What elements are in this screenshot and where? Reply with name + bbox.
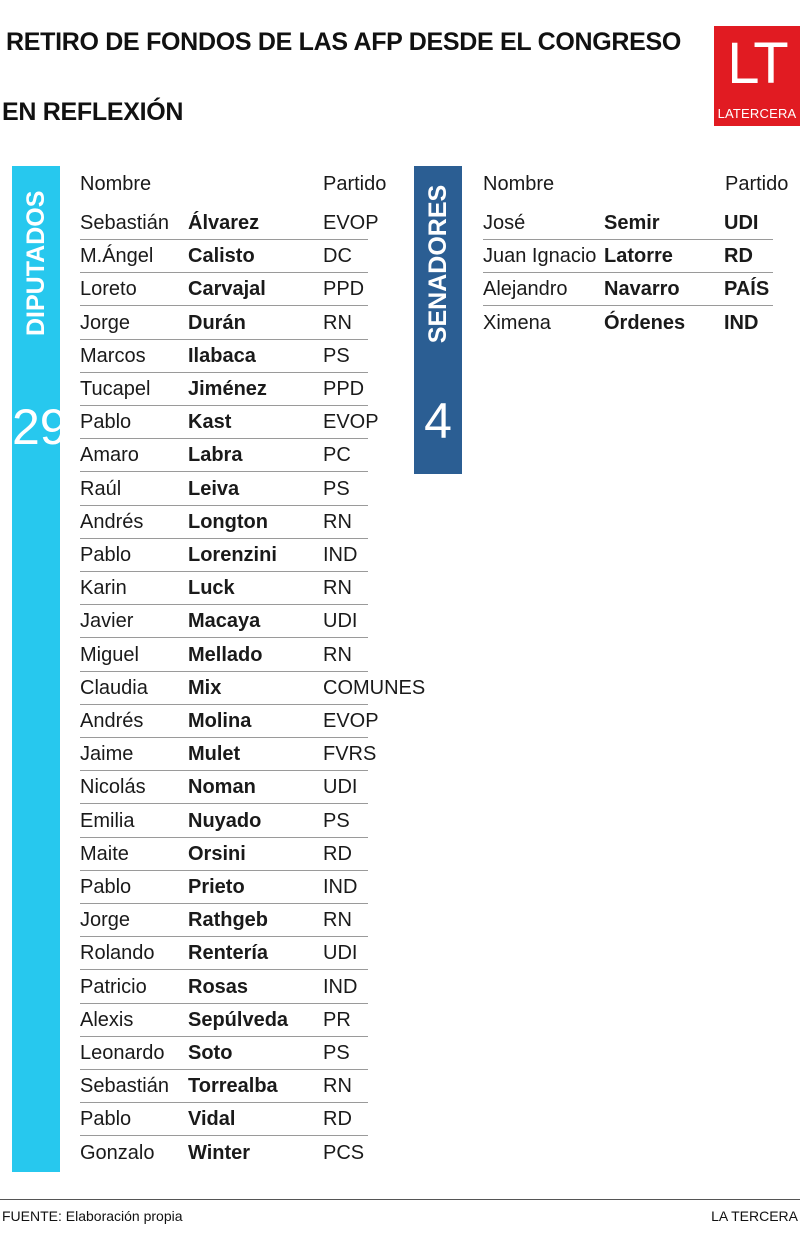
diputados-party: DC [323, 245, 352, 268]
senadores-label: SENADORES [424, 184, 452, 344]
diputados-row [80, 307, 380, 340]
diputados-last-name: Luck [188, 577, 235, 600]
diputados-first-name: Pablo [80, 411, 132, 434]
diputados-row [80, 639, 380, 672]
diputados-first-name: Andrés [80, 510, 144, 533]
senadores-count: 4 [424, 393, 452, 449]
diputados-party: UDI [323, 610, 358, 633]
diputados-party: IND [323, 544, 358, 566]
diputados-last-name: Noman [188, 776, 256, 799]
diputados-header-partido: Partido [323, 173, 387, 195]
diputados-row [80, 539, 380, 572]
diputados-first-name: Alexis [80, 1008, 134, 1031]
footer-source-text: Elaboración propia [65, 1208, 183, 1224]
footer-source [2, 1208, 183, 1224]
senadores-party: UDI [724, 212, 759, 234]
diputados-last-name: Vidal [188, 1108, 236, 1131]
senadores-bar [414, 166, 462, 474]
senadores-row [483, 273, 783, 306]
diputados-header-nombre: Nombre [80, 173, 152, 195]
senadores-first-name: Ximena [483, 311, 551, 334]
diputados-first-name: Nicolás [80, 776, 146, 799]
page-subtitle: EN REFLEXIÓN [2, 98, 184, 126]
diputados-bar [12, 166, 68, 1172]
diputados-last-name: Durán [188, 311, 246, 334]
diputados-first-name: Emilia [80, 809, 135, 832]
senadores-row [483, 307, 783, 340]
diputados-first-name: Tucapel [80, 378, 151, 400]
diputados-row [80, 207, 380, 240]
diputados-last-name: Álvarez [188, 212, 260, 234]
diputados-party: EVOP [323, 710, 379, 732]
diputados-first-name: Marcos [80, 344, 146, 367]
diputados-party: FVRS [323, 743, 377, 766]
diputados-first-name: Sebastián [80, 1075, 169, 1098]
diputados-party: RN [323, 510, 352, 533]
diputados-party: RN [323, 643, 352, 666]
diputados-first-name: Jorge [80, 311, 131, 334]
diputados-row [80, 1103, 380, 1136]
diputados-row [80, 473, 380, 506]
diputados-row [80, 572, 380, 605]
diputados-first-name: Raúl [80, 477, 122, 500]
diputados-first-name: Andrés [80, 710, 144, 732]
diputados-row [80, 340, 380, 373]
diputados-last-name: Jiménez [188, 378, 267, 400]
diputados-party: IND [323, 975, 358, 998]
diputados-row [80, 705, 380, 738]
senadores-row [483, 207, 783, 240]
diputados-party: PS [323, 344, 350, 367]
senadores-header-partido: Partido [725, 173, 789, 195]
senadores-first-name: Juan Ignacio [483, 245, 597, 268]
diputados-last-name: Macaya [188, 610, 261, 633]
diputados-last-name: Kast [188, 411, 232, 434]
diputados-last-name: Labra [188, 444, 243, 467]
diputados-last-name: Carvajal [188, 278, 266, 301]
diputados-row [80, 838, 380, 871]
diputados-row [80, 971, 380, 1004]
diputados-row [80, 1137, 380, 1170]
senadores-first-name: José [483, 212, 526, 234]
diputados-last-name: Mix [188, 676, 222, 699]
senadores-party: PAÍS [724, 278, 770, 301]
diputados-last-name: Mulet [188, 743, 241, 766]
senadores-last-name: Latorre [604, 245, 673, 268]
diputados-party: IND [323, 876, 358, 898]
diputados-first-name: Javier [80, 610, 134, 633]
logo-mark: LT [727, 31, 787, 96]
diputados-party: PS [323, 477, 350, 500]
diputados-last-name: Ilabaca [188, 344, 256, 367]
diputados-last-name: Torrealba [188, 1075, 278, 1098]
diputados-last-name: Mellado [188, 643, 263, 666]
la-tercera-logo [714, 26, 800, 126]
diputados-party: RN [323, 311, 352, 334]
diputados-row [80, 273, 380, 306]
diputados-first-name: Jaime [80, 743, 134, 766]
diputados-last-name: Soto [188, 1042, 233, 1064]
logo-text: LATERCERA [717, 106, 797, 121]
diputados-first-name: Sebastián [80, 212, 169, 234]
diputados-first-name: Karin [80, 577, 127, 600]
page-title: RETIRO DE FONDOS DE LAS AFP DESDE EL CONGRESO [6, 28, 682, 56]
diputados-row [80, 1070, 380, 1103]
diputados-last-name: Rosas [188, 975, 249, 998]
diputados-row [80, 605, 380, 638]
diputados-last-name: Molina [188, 710, 252, 732]
diputados-first-name: Miguel [80, 643, 139, 666]
diputados-row [80, 904, 380, 937]
diputados-first-name: M.Ángel [80, 245, 154, 268]
diputados-party: EVOP [323, 212, 379, 234]
diputados-party: PC [323, 444, 351, 467]
diputados-first-name: Amaro [80, 444, 139, 467]
diputados-first-name: Rolando [80, 942, 155, 965]
diputados-party: PS [323, 1042, 350, 1064]
diputados-last-name: Rentería [188, 942, 269, 965]
diputados-party: RD [323, 1108, 352, 1131]
diputados-first-name: Gonzalo [80, 1141, 155, 1164]
diputados-party: RD [323, 842, 352, 865]
diputados-party: RN [323, 909, 352, 932]
diputados-party: UDI [323, 942, 358, 965]
diputados-last-name: Calisto [188, 245, 255, 268]
diputados-party: PPD [323, 378, 365, 400]
footer-brand: LA TERCERA [711, 1208, 798, 1224]
diputados-party: COMUNES [323, 676, 426, 699]
diputados-first-name: Patricio [80, 975, 147, 998]
diputados-last-name: Nuyado [188, 809, 262, 832]
senadores-header-nombre: Nombre [483, 173, 555, 195]
senadores-last-name: Navarro [604, 278, 680, 301]
diputados-last-name: Rathgeb [188, 909, 268, 932]
diputados-row [80, 937, 380, 970]
diputados-first-name: Claudia [80, 676, 148, 699]
diputados-row [80, 805, 380, 838]
diputados-party: EVOP [323, 411, 379, 434]
diputados-row [80, 240, 380, 273]
diputados-last-name: Sepúlveda [188, 1008, 289, 1031]
diputados-party: UDI [323, 776, 358, 799]
diputados-last-name: Orsini [188, 842, 246, 865]
senadores-party: IND [724, 311, 759, 334]
diputados-row [80, 506, 380, 539]
senadores-last-name: Semir [604, 212, 660, 234]
footer-divider [0, 1199, 800, 1200]
diputados-row [80, 406, 380, 439]
diputados-row [80, 373, 380, 406]
diputados-party: RN [323, 577, 352, 600]
senadores-party: RD [724, 245, 753, 268]
diputados-row [80, 439, 380, 472]
diputados-first-name: Loreto [80, 278, 137, 301]
footer-source-label: FUENTE: [2, 1208, 62, 1224]
diputados-last-name: Longton [188, 510, 268, 533]
diputados-row [80, 1004, 380, 1037]
diputados-row [80, 1037, 380, 1070]
diputados-first-name: Jorge [80, 909, 131, 932]
diputados-party: PCS [323, 1141, 365, 1164]
diputados-first-name: Pablo [80, 1108, 132, 1131]
diputados-party: PR [323, 1008, 351, 1031]
senadores-first-name: Alejandro [483, 278, 568, 301]
diputados-first-name: Leonardo [80, 1042, 165, 1064]
diputados-party: PS [323, 809, 350, 832]
diputados-last-name: Winter [188, 1141, 251, 1164]
diputados-first-name: Pablo [80, 876, 132, 898]
diputados-last-name: Lorenzini [188, 544, 277, 566]
diputados-row [80, 738, 380, 771]
diputados-label: DIPUTADOS [22, 190, 50, 336]
diputados-row [80, 672, 426, 705]
diputados-row [80, 771, 380, 804]
diputados-last-name: Prieto [188, 876, 245, 898]
senadores-last-name: Órdenes [604, 311, 686, 334]
diputados-row [80, 871, 380, 904]
diputados-party: PPD [323, 278, 365, 301]
diputados-first-name: Pablo [80, 544, 132, 566]
diputados-first-name: Maite [80, 842, 129, 865]
diputados-party: RN [323, 1075, 352, 1098]
senadores-row [483, 240, 783, 273]
diputados-count: 29 [12, 399, 68, 455]
diputados-last-name: Leiva [188, 477, 240, 500]
